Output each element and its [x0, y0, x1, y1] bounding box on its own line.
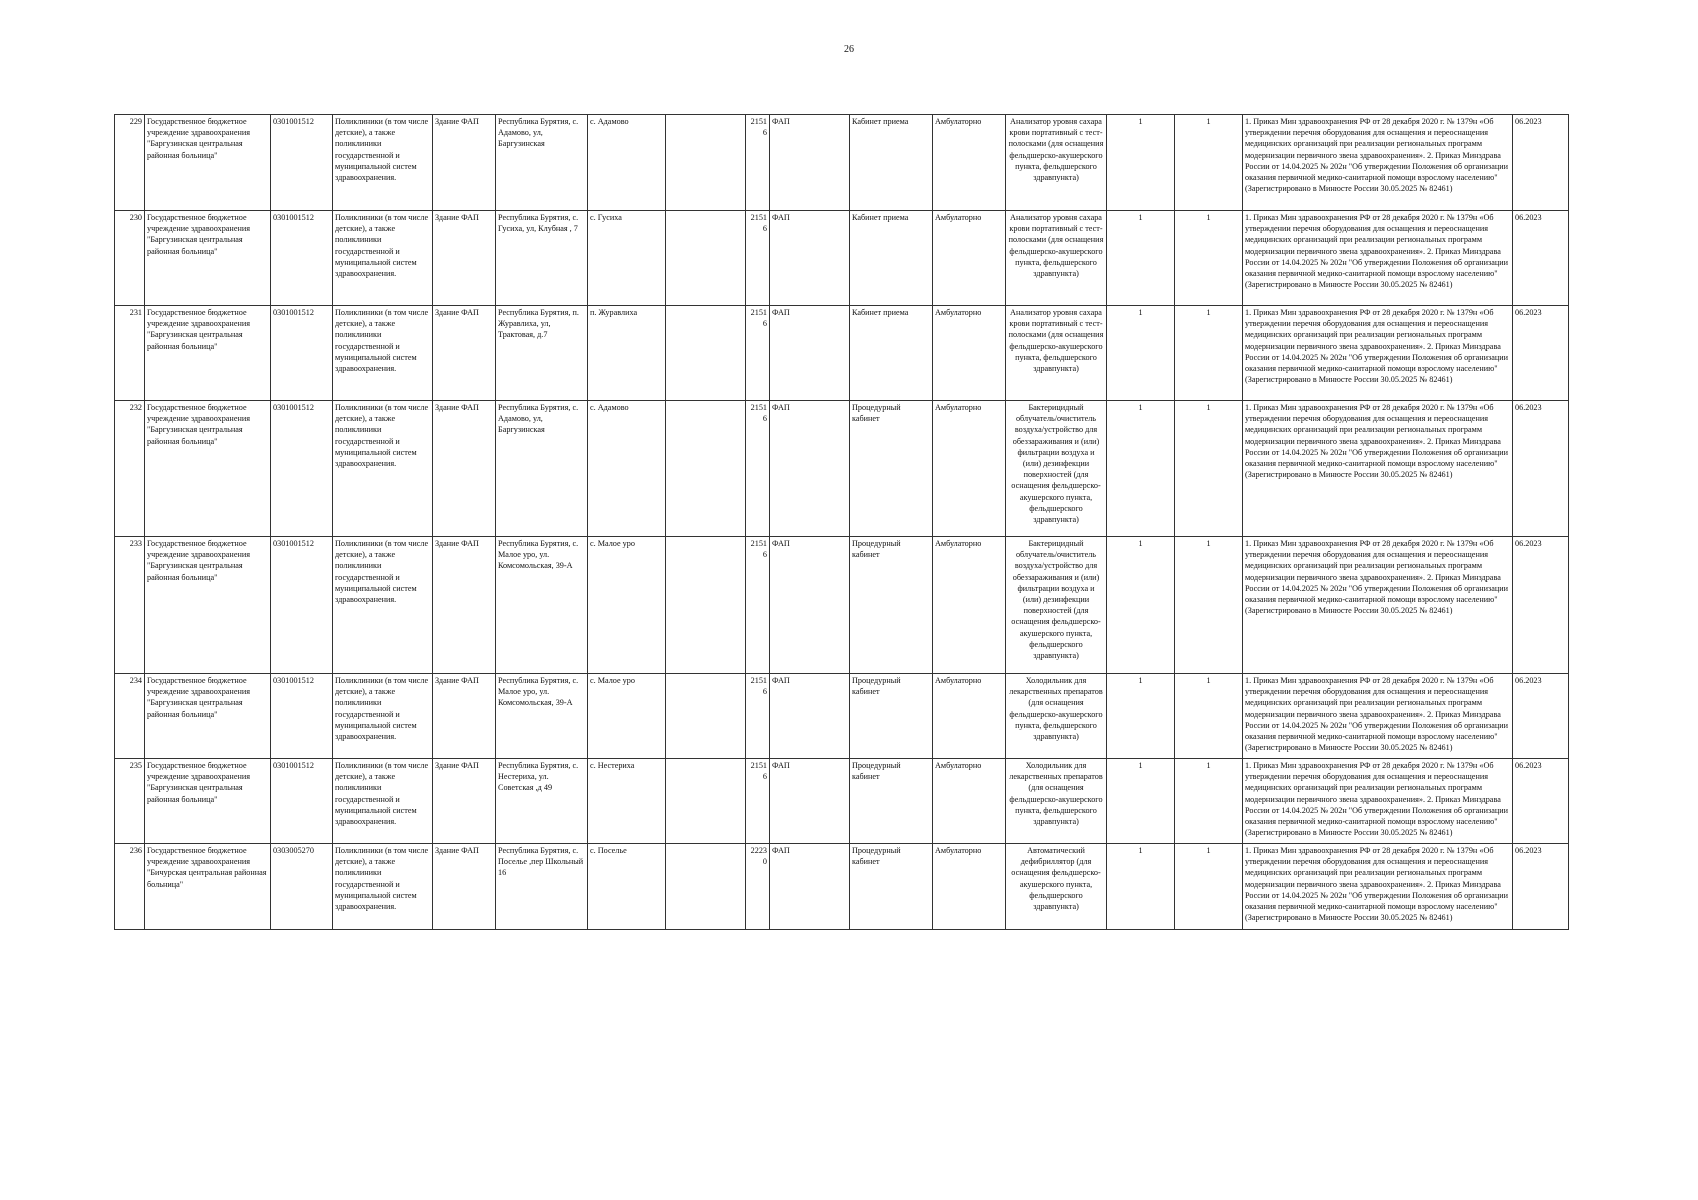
table-row [115, 306, 1569, 401]
table-row [115, 759, 1569, 844]
room: Кабинет приема [850, 211, 933, 306]
regulatory-basis: 1. Приказ Мин здравоохранения РФ от 28 декабря 2020 г. № 1379н «Об утверждении перечня оборудования для оснащения и переоснащения медицинских организаций при реализации региональных программ модернизации первичного звена здравоохранения». 2. Приказ Минздрава России от 14.04.2025 № 202н "Об утверждении Положения об организации оказания первичной медико-санитарной помощи взрослому населению" (Зарегистрировано в Минюсте России 30.05.2025 № 82461) [1243, 306, 1513, 401]
row-number: 232 [115, 401, 145, 537]
org-code: 0301001512 [271, 115, 333, 211]
building: Здание ФАП [433, 844, 496, 930]
extra-cell [666, 211, 746, 306]
okved-code: 21516 [746, 115, 770, 211]
unit: ФАП [770, 844, 850, 930]
building: Здание ФАП [433, 115, 496, 211]
care-mode: Амбулаторно [933, 759, 1006, 844]
equipment-registry-table [114, 114, 1569, 930]
locality: п. Журавлиха [588, 306, 666, 401]
equipment-name: Холодильник для лекарственных препаратов (для оснащения фельдшерско-акушерского пункта, фельдшерского здравпункта) [1006, 759, 1107, 844]
unit: ФАП [770, 211, 850, 306]
address: Республика Бурятия, с. Адамово, ул, Баргузинская [496, 115, 588, 211]
address: Республика Бурятия, с. Нестериха, ул. Советская ,д 49 [496, 759, 588, 844]
building: Здание ФАП [433, 401, 496, 537]
facility-type: Поликлиники (в том числе детские), а также поликлиники государственной и муниципальной систем здравоохранения. [333, 674, 433, 759]
address: Республика Бурятия, с. Адамово, ул, Баргузинская [496, 401, 588, 537]
address: Республика Бурятия, с. Поселье ,пер Школьный 16 [496, 844, 588, 930]
date: 06.2023 [1513, 844, 1569, 930]
extra-cell [666, 844, 746, 930]
unit: ФАП [770, 115, 850, 211]
regulatory-basis: 1. Приказ Мин здравоохранения РФ от 28 декабря 2020 г. № 1379н «Об утверждении перечня оборудования для оснащения и переоснащения медицинских организаций при реализации региональных программ модернизации первичного звена здравоохранения». 2. Приказ Минздрава России от 14.04.2025 № 202н "Об утверждении Положения об организации оказания первичной медико-санитарной помощи взрослому населению" (Зарегистрировано в Минюсте России 30.05.2025 № 82461) [1243, 844, 1513, 930]
quantity-1: 1 [1107, 401, 1175, 537]
quantity-2: 1 [1175, 674, 1243, 759]
locality: с. Малое уро [588, 537, 666, 674]
equipment-name: Бактерицидный облучатель/очиститель воздуха/устройство для обеззараживания и (или) фильтрации воздуха и (или) дезинфекции поверхностей (для оснащения фельдшерско-акушерского пункта, фельдшерского здравпункта) [1006, 401, 1107, 537]
org-code: 0301001512 [271, 674, 333, 759]
quantity-2: 1 [1175, 211, 1243, 306]
org-code: 0303005270 [271, 844, 333, 930]
room: Кабинет приема [850, 306, 933, 401]
quantity-2: 1 [1175, 759, 1243, 844]
row-number: 233 [115, 537, 145, 674]
equipment-name: Анализатор уровня сахара крови портативный с тест-полосками (для оснащения фельдшерско-акушерского пункта, фельдшерского здравпункта) [1006, 115, 1107, 211]
table-row [115, 844, 1569, 930]
address: Республика Бурятия, с. Малое уро, ул. Комсомольская, 39-А [496, 537, 588, 674]
date: 06.2023 [1513, 759, 1569, 844]
quantity-1: 1 [1107, 674, 1175, 759]
org-code: 0301001512 [271, 759, 333, 844]
room: Процедурный кабинет [850, 401, 933, 537]
quantity-1: 1 [1107, 211, 1175, 306]
org-code: 0301001512 [271, 306, 333, 401]
table-row [115, 537, 1569, 674]
okved-code: 21516 [746, 537, 770, 674]
quantity-1: 1 [1107, 115, 1175, 211]
facility-type: Поликлиники (в том числе детские), а также поликлиники государственной и муниципальной систем здравоохранения. [333, 759, 433, 844]
care-mode: Амбулаторно [933, 674, 1006, 759]
room: Процедурный кабинет [850, 674, 933, 759]
equipment-name: Холодильник для лекарственных препаратов (для оснащения фельдшерско-акушерского пункта, фельдшерского здравпункта) [1006, 674, 1107, 759]
page-number: 26 [844, 44, 854, 55]
table-row [115, 115, 1569, 211]
facility-type: Поликлиники (в том числе детские), а также поликлиники государственной и муниципальной систем здравоохранения. [333, 844, 433, 930]
care-mode: Амбулаторно [933, 401, 1006, 537]
organization-name: Государственное бюджетное учреждение здравоохранения "Бичурская центральная районная больница" [145, 844, 271, 930]
extra-cell [666, 759, 746, 844]
care-mode: Амбулаторно [933, 537, 1006, 674]
building: Здание ФАП [433, 211, 496, 306]
organization-name: Государственное бюджетное учреждение здравоохранения "Баргузинская центральная районная больница" [145, 759, 271, 844]
building: Здание ФАП [433, 537, 496, 674]
regulatory-basis: 1. Приказ Мин здравоохранения РФ от 28 декабря 2020 г. № 1379н «Об утверждении перечня оборудования для оснащения и переоснащения медицинских организаций при реализации региональных программ модернизации первичного звена здравоохранения». 2. Приказ Минздрава России от 14.04.2025 № 202н "Об утверждении Положения об организации оказания первичной медико-санитарной помощи взрослому населению" (Зарегистрировано в Минюсте России 30.05.2025 № 82461) [1243, 401, 1513, 537]
room: Процедурный кабинет [850, 537, 933, 674]
extra-cell [666, 401, 746, 537]
organization-name: Государственное бюджетное учреждение здравоохранения "Баргузинская центральная районная больница" [145, 306, 271, 401]
equipment-name: Анализатор уровня сахара крови портативный с тест-полосками (для оснащения фельдшерско-акушерского пункта, фельдшерского здравпункта) [1006, 306, 1107, 401]
unit: ФАП [770, 674, 850, 759]
room: Процедурный кабинет [850, 759, 933, 844]
row-number: 230 [115, 211, 145, 306]
care-mode: Амбулаторно [933, 211, 1006, 306]
quantity-2: 1 [1175, 537, 1243, 674]
organization-name: Государственное бюджетное учреждение здравоохранения "Баргузинская центральная районная больница" [145, 211, 271, 306]
organization-name: Государственное бюджетное учреждение здравоохранения "Баргузинская центральная районная больница" [145, 537, 271, 674]
unit: ФАП [770, 537, 850, 674]
date: 06.2023 [1513, 674, 1569, 759]
quantity-1: 1 [1107, 306, 1175, 401]
unit: ФАП [770, 401, 850, 537]
quantity-2: 1 [1175, 115, 1243, 211]
address: Республика Бурятия, с. Гусиха, ул, Клубная , 7 [496, 211, 588, 306]
building: Здание ФАП [433, 306, 496, 401]
equipment-name: Бактерицидный облучатель/очиститель воздуха/устройство для обеззараживания и (или) фильтрации воздуха и (или) дезинфекции поверхностей (для оснащения фельдшерско-акушерского пункта, фельдшерского здравпункта) [1006, 537, 1107, 674]
okved-code: 21516 [746, 401, 770, 537]
okved-code: 21516 [746, 211, 770, 306]
date: 06.2023 [1513, 306, 1569, 401]
quantity-2: 1 [1175, 401, 1243, 537]
extra-cell [666, 674, 746, 759]
row-number: 231 [115, 306, 145, 401]
extra-cell [666, 537, 746, 674]
okved-code: 21516 [746, 306, 770, 401]
org-code: 0301001512 [271, 537, 333, 674]
org-code: 0301001512 [271, 211, 333, 306]
date: 06.2023 [1513, 211, 1569, 306]
quantity-2: 1 [1175, 306, 1243, 401]
locality: с. Адамово [588, 401, 666, 537]
locality: с. Нестериха [588, 759, 666, 844]
row-number: 236 [115, 844, 145, 930]
building: Здание ФАП [433, 674, 496, 759]
extra-cell [666, 306, 746, 401]
table-row [115, 211, 1569, 306]
quantity-2: 1 [1175, 844, 1243, 930]
care-mode: Амбулаторно [933, 306, 1006, 401]
address: Республика Бурятия, с. Малое уро, ул. Комсомольская, 39-А [496, 674, 588, 759]
regulatory-basis: 1. Приказ Мин здравоохранения РФ от 28 декабря 2020 г. № 1379н «Об утверждении перечня оборудования для оснащения и переоснащения медицинских организаций при реализации региональных программ модернизации первичного звена здравоохранения». 2. Приказ Минздрава России от 14.04.2025 № 202н "Об утверждении Положения об организации оказания первичной медико-санитарной помощи взрослому населению" (Зарегистрировано в Минюсте России 30.05.2025 № 82461) [1243, 759, 1513, 844]
table-row [115, 674, 1569, 759]
facility-type: Поликлиники (в том числе детские), а также поликлиники государственной и муниципальной систем здравоохранения. [333, 306, 433, 401]
equipment-name: Автоматический дефибриллятор (для оснащения фельдшерско-акушерского пункта, фельдшерского здравпункта) [1006, 844, 1107, 930]
date: 06.2023 [1513, 537, 1569, 674]
unit: ФАП [770, 306, 850, 401]
org-code: 0301001512 [271, 401, 333, 537]
locality: с. Гусиха [588, 211, 666, 306]
facility-type: Поликлиники (в том числе детские), а также поликлиники государственной и муниципальной систем здравоохранения. [333, 401, 433, 537]
building: Здание ФАП [433, 759, 496, 844]
locality: с. Малое уро [588, 674, 666, 759]
okved-code: 21516 [746, 759, 770, 844]
locality: с. Адамово [588, 115, 666, 211]
locality: с. Поселье [588, 844, 666, 930]
regulatory-basis: 1. Приказ Мин здравоохранения РФ от 28 декабря 2020 г. № 1379н «Об утверждении перечня оборудования для оснащения и переоснащения медицинских организаций при реализации региональных программ модернизации первичного звена здравоохранения». 2. Приказ Минздрава России от 14.04.2025 № 202н "Об утверждении Положения об организации оказания первичной медико-санитарной помощи взрослому населению" (Зарегистрировано в Минюсте России 30.05.2025 № 82461) [1243, 537, 1513, 674]
extra-cell [666, 115, 746, 211]
regulatory-basis: 1. Приказ Мин здравоохранения РФ от 28 декабря 2020 г. № 1379н «Об утверждении перечня оборудования для оснащения и переоснащения медицинских организаций при реализации региональных программ модернизации первичного звена здравоохранения». 2. Приказ Минздрава России от 14.04.2025 № 202н "Об утверждении Положения об организации оказания первичной медико-санитарной помощи взрослому населению" (Зарегистрировано в Минюсте России 30.05.2025 № 82461) [1243, 674, 1513, 759]
organization-name: Государственное бюджетное учреждение здравоохранения "Баргузинская центральная районная больница" [145, 115, 271, 211]
address: Республика Бурятия, п. Журавлиха, ул, Трактовая, д.7 [496, 306, 588, 401]
row-number: 229 [115, 115, 145, 211]
quantity-1: 1 [1107, 844, 1175, 930]
table-row [115, 401, 1569, 537]
okved-code: 22230 [746, 844, 770, 930]
date: 06.2023 [1513, 401, 1569, 537]
regulatory-basis: 1. Приказ Мин здравоохранения РФ от 28 декабря 2020 г. № 1379н «Об утверждении перечня оборудования для оснащения и переоснащения медицинских организаций при реализации региональных программ модернизации первичного звена здравоохранения». 2. Приказ Минздрава России от 14.04.2025 № 202н "Об утверждении Положения об организации оказания первичной медико-санитарной помощи взрослому населению" (Зарегистрировано в Минюсте России 30.05.2025 № 82461) [1243, 211, 1513, 306]
regulatory-basis: 1. Приказ Мин здравоохранения РФ от 28 декабря 2020 г. № 1379н «Об утверждении перечня оборудования для оснащения и переоснащения медицинских организаций при реализации региональных программ модернизации первичного звена здравоохранения». 2. Приказ Минздрава России от 14.04.2025 № 202н "Об утверждении Положения об организации оказания первичной медико-санитарной помощи взрослому населению" (Зарегистрировано в Минюсте России 30.05.2025 № 82461) [1243, 115, 1513, 211]
equipment-name: Анализатор уровня сахара крови портативный с тест-полосками (для оснащения фельдшерско-акушерского пункта, фельдшерского здравпункта) [1006, 211, 1107, 306]
facility-type: Поликлиники (в том числе детские), а также поликлиники государственной и муниципальной систем здравоохранения. [333, 115, 433, 211]
room: Кабинет приема [850, 115, 933, 211]
care-mode: Амбулаторно [933, 115, 1006, 211]
row-number: 234 [115, 674, 145, 759]
quantity-1: 1 [1107, 537, 1175, 674]
row-number: 235 [115, 759, 145, 844]
organization-name: Государственное бюджетное учреждение здравоохранения "Баргузинская центральная районная больница" [145, 401, 271, 537]
unit: ФАП [770, 759, 850, 844]
care-mode: Амбулаторно [933, 844, 1006, 930]
okved-code: 21516 [746, 674, 770, 759]
quantity-1: 1 [1107, 759, 1175, 844]
facility-type: Поликлиники (в том числе детские), а также поликлиники государственной и муниципальной систем здравоохранения. [333, 537, 433, 674]
facility-type: Поликлиники (в том числе детские), а также поликлиники государственной и муниципальной систем здравоохранения. [333, 211, 433, 306]
room: Процедурный кабинет [850, 844, 933, 930]
organization-name: Государственное бюджетное учреждение здравоохранения "Баргузинская центральная районная больница" [145, 674, 271, 759]
date: 06.2023 [1513, 115, 1569, 211]
